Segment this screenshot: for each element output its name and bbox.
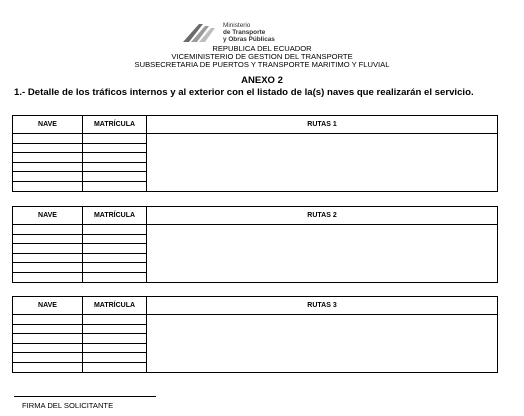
matricula-cell[interactable]	[83, 244, 147, 254]
routes-table-2	[12, 206, 498, 283]
logo-line-2: de Transporte	[223, 28, 266, 36]
nave-cell[interactable]	[13, 143, 83, 153]
col-header-rutas: RUTAS 2	[147, 207, 498, 225]
matricula-cell[interactable]	[83, 334, 147, 344]
signature-label: FIRMA DEL SOLICITANTE	[22, 401, 114, 410]
matricula-cell[interactable]	[83, 181, 147, 191]
nave-cell[interactable]	[13, 362, 83, 372]
nave-cell[interactable]	[13, 315, 83, 325]
nave-cell[interactable]	[13, 181, 83, 191]
nave-cell[interactable]	[13, 153, 83, 163]
nave-cell[interactable]	[13, 244, 83, 254]
col-header-nave: NAVE	[13, 207, 83, 225]
matricula-cell[interactable]	[83, 263, 147, 273]
nave-cell[interactable]	[13, 272, 83, 282]
nave-cell[interactable]	[13, 253, 83, 263]
nave-cell[interactable]	[13, 324, 83, 334]
nave-cell[interactable]	[13, 263, 83, 273]
nave-cell[interactable]	[13, 353, 83, 363]
col-header-matricula: MATRÍCULA	[83, 116, 147, 134]
col-header-nave: NAVE	[13, 116, 83, 134]
col-header-nave: NAVE	[13, 297, 83, 315]
routes-table-1	[12, 115, 498, 192]
ministry-emblem-icon	[181, 22, 219, 44]
matricula-cell[interactable]	[83, 143, 147, 153]
matricula-cell[interactable]	[83, 225, 147, 235]
detail-instruction: 1.- Detalle de los tráficos internos y al exterior con el listado de la(s) naves que realizarán el servicio.	[14, 87, 474, 98]
matricula-cell[interactable]	[83, 253, 147, 263]
nave-cell[interactable]	[13, 134, 83, 144]
nave-cell[interactable]	[13, 334, 83, 344]
col-header-matricula: MATRÍCULA	[83, 207, 147, 225]
nave-cell[interactable]	[13, 162, 83, 172]
annex-title: ANEXO 2	[241, 75, 283, 86]
routes-table-3	[12, 296, 498, 373]
header-viceministry: VICEMINISTERIO DE GESTION DEL TRANSPORTE	[171, 52, 353, 61]
nave-cell[interactable]	[13, 172, 83, 182]
signature-line	[14, 396, 156, 397]
col-header-rutas: RUTAS 3	[147, 297, 498, 315]
matricula-cell[interactable]	[83, 324, 147, 334]
logo-line-1: Ministerio	[223, 22, 251, 29]
nave-cell[interactable]	[13, 225, 83, 235]
nave-cell[interactable]	[13, 234, 83, 244]
matricula-cell[interactable]	[83, 162, 147, 172]
rutas-cell[interactable]	[147, 315, 498, 373]
matricula-cell[interactable]	[83, 343, 147, 353]
matricula-cell[interactable]	[83, 134, 147, 144]
logo-text	[223, 23, 275, 43]
matricula-cell[interactable]	[83, 234, 147, 244]
nave-cell[interactable]	[13, 343, 83, 353]
header-republic: REPUBLICA DEL ECUADOR	[212, 44, 312, 53]
matricula-cell[interactable]	[83, 172, 147, 182]
logo-line-3: y Obras Públicas	[223, 35, 275, 43]
matricula-cell[interactable]	[83, 362, 147, 372]
matricula-cell[interactable]	[83, 153, 147, 163]
header-subsecretariat: SUBSECRETARIA DE PUERTOS Y TRANSPORTE MARITIMO Y FLUVIAL	[134, 60, 390, 69]
col-header-matricula: MATRÍCULA	[83, 297, 147, 315]
matricula-cell[interactable]	[83, 272, 147, 282]
matricula-cell[interactable]	[83, 353, 147, 363]
matricula-cell[interactable]	[83, 315, 147, 325]
col-header-rutas: RUTAS 1	[147, 116, 498, 134]
rutas-cell[interactable]	[147, 225, 498, 283]
rutas-cell[interactable]	[147, 134, 498, 192]
